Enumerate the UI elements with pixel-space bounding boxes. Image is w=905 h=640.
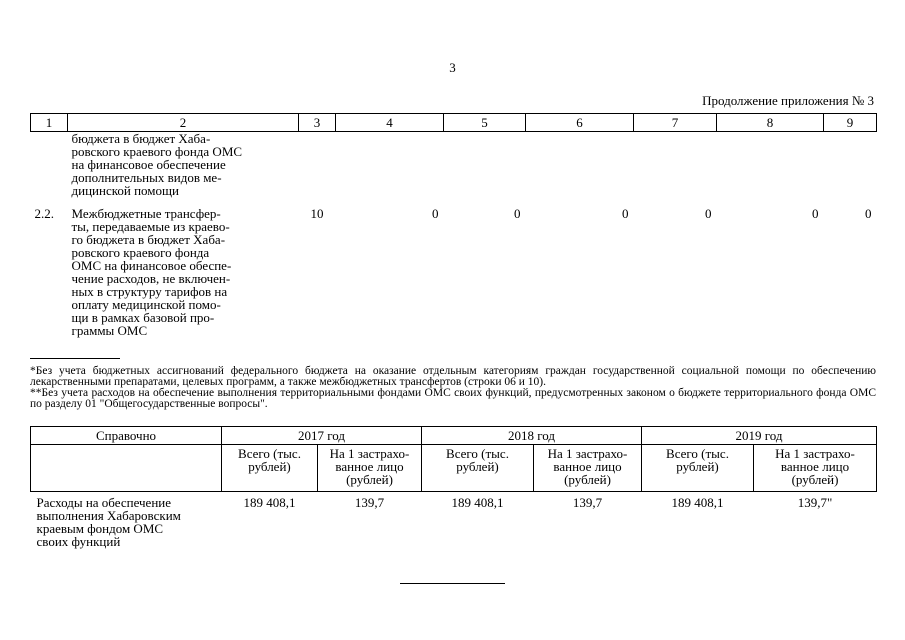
subheader-total: Всего (тыс. рублей): [222, 445, 318, 492]
cell-value: 0: [812, 206, 819, 221]
column-number: 4: [336, 114, 444, 132]
footnote: *Без учета бюджетных ассигнований федерального бюджета на оказание отдельным категориям граждан государственной социальной помощи по обеспечению лекарственными препаратами, целевых программ, а также межбюджетных трансфертов (строки 06 и 10).: [30, 365, 876, 388]
cell-value: [444, 132, 526, 198]
cell-value: 0: [865, 206, 872, 221]
bottom-separator: [400, 583, 505, 584]
cell-value: 139,7: [354, 495, 385, 510]
reference-subheader-row: [31, 445, 877, 492]
column-number: 1: [31, 114, 68, 132]
cell-value: 0: [622, 206, 629, 221]
cell-value: [336, 132, 444, 198]
column-number-row: [31, 114, 877, 132]
table-row: [31, 197, 877, 337]
main-table: [30, 113, 877, 337]
cell-value: 189 408,1: [671, 495, 724, 510]
cell-value: [299, 132, 336, 198]
page-number: 3: [449, 60, 456, 75]
subheader-per-person: На 1 застрахо- ванное лицо (рублей): [318, 445, 422, 492]
cell-value: 10: [310, 206, 324, 221]
subheader-per-person: На 1 застрахо- ванное лицо (рублей): [534, 445, 642, 492]
reference-label: Справочно: [31, 427, 222, 445]
column-number: 8: [717, 114, 824, 132]
cell-value: 189 408,1: [243, 495, 296, 510]
cell-value: [526, 132, 634, 198]
footnotes: [30, 366, 876, 410]
continuation-label: Продолжение приложения № 3: [702, 93, 874, 108]
row-description: бюджета в бюджет Хаба- ровского краевого фонда ОМС на финансовое обеспечение дополнительных видов ме- дицинской помощи: [71, 131, 243, 198]
table-row: [31, 132, 877, 198]
row-label: Расходы на обеспечение выполнения Хабаровским краевым фондом ОМС своих функций: [36, 495, 181, 549]
column-number: 7: [634, 114, 717, 132]
cell-value: 189 408,1: [451, 495, 504, 510]
cell-value: [717, 132, 824, 198]
column-number: 3: [299, 114, 336, 132]
subheader-total: Всего (тыс. рублей): [422, 445, 534, 492]
empty-cell: [31, 445, 222, 492]
footnote: **Без учета расходов на обеспечение выполнения территориальными фондами ОМС своих функций, предусмотренных законом о бюджете территориального фонда ОМС по разделу 01 "Общегосударственные вопросы".: [30, 387, 876, 410]
cell-value: [634, 132, 717, 198]
year-header: 2019 год: [642, 427, 877, 445]
cell-value: 0: [432, 206, 439, 221]
cell-value: 139,7": [797, 495, 833, 510]
column-number: 6: [526, 114, 634, 132]
reference-table: [30, 426, 877, 548]
row-description: Межбюджетные трансфер- ты, передаваемые из краево- го бюджета в бюджет Хаба- ровского краевого фонда ОМС на финансовое обеспе- чение расходов, не включен- ных в структуру тарифов на оплату медицинской помо- щи в рамках базовой про- граммы ОМС: [71, 206, 232, 338]
column-number: 5: [444, 114, 526, 132]
column-number: 9: [824, 114, 877, 132]
cell-value: 0: [705, 206, 712, 221]
subheader-total: Всего (тыс. рублей): [642, 445, 754, 492]
cell-value: 139,7: [572, 495, 603, 510]
table-row: [31, 492, 877, 549]
cell-value: 0: [514, 206, 521, 221]
row-number: 2.2.: [34, 206, 54, 221]
year-header: 2018 год: [422, 427, 642, 445]
column-number: 2: [68, 114, 299, 132]
footnote-separator: [30, 358, 120, 359]
subheader-per-person: На 1 застрахо- ванное лицо (рублей): [754, 445, 877, 492]
year-header: 2017 год: [222, 427, 422, 445]
reference-header-row: [31, 427, 877, 445]
row-number: [31, 132, 68, 198]
cell-value: [824, 132, 877, 198]
